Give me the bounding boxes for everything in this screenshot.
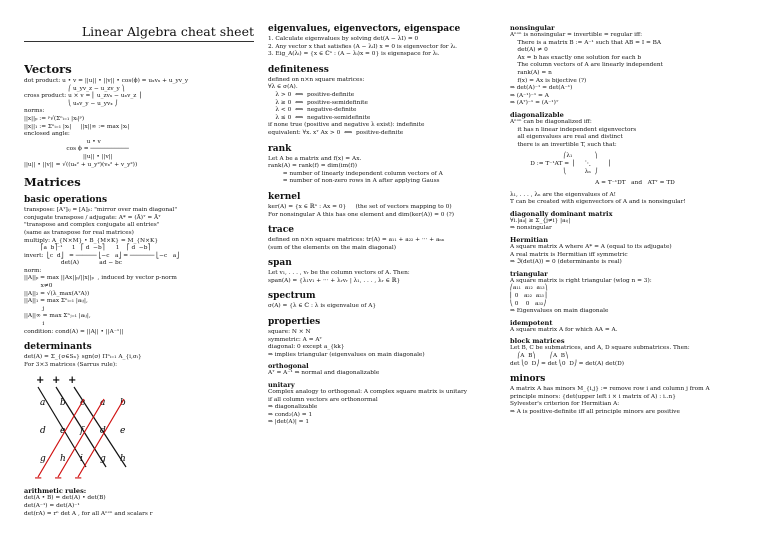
nonsing-line: ⇒ det(A)⁻¹ = det(A⁻¹) <box>510 85 573 92</box>
basic-line: "transpose and complex conjugate all entries" <box>24 222 160 229</box>
def-line: λ > 0 ⟺ positive-definite <box>268 91 355 98</box>
eigen-line: 2. Any vector x that satisfies (A − λᵢI) x = 0 is eigenvector for λᵢ. <box>268 43 458 50</box>
props-line: symmetric: A = Aᵀ <box>268 336 323 343</box>
definiteness-heading: definiteness <box>268 64 329 75</box>
nonsing-line: The column vectors of A are linearly independent <box>510 62 663 69</box>
sarrus-letter: b <box>120 398 126 409</box>
spectrum-heading: spectrum <box>268 291 316 302</box>
sarrus-letter: e <box>60 426 66 437</box>
vectors-line: enclosed angle: <box>24 131 70 138</box>
unitary-line: if all column vectors are orthonormal <box>268 396 378 403</box>
sarrus-letter: a <box>100 398 106 409</box>
basic-line: ||A||∞ = max Σⁿⱼ₌₁ |aᵢⱼ|, <box>24 313 91 320</box>
nonsing-line: There is a matrix B := A⁻¹ such that AB = I = BA <box>510 39 662 46</box>
vectors-line: ||u|| • ||v|| = √((uₓ² + u_y²)(vₓ² + v_y²)) <box>24 161 138 168</box>
unitary-line: ⇒ cond₂(A) = 1 <box>268 411 313 418</box>
def-line: equivalent: ∀x. xᵀ Ax > 0 ⟺ positive-definite <box>268 129 404 136</box>
matrices-heading: Matrices <box>24 175 81 190</box>
unitary-line: Complex analogy to orthogonal: A complex square matrix is unitary <box>268 389 467 396</box>
determinants-heading: determinants <box>24 342 92 353</box>
sarrus-minus-3: − <box>74 473 83 484</box>
span-heading: span <box>268 258 292 269</box>
diag-line: T can be created with eigenvectors of A and is nonsingular! <box>510 199 686 206</box>
diag-line: all eigenvalues are real and distinct <box>510 134 623 141</box>
diag-matrix-line: ⎝ λₙ ⎠ <box>510 168 598 175</box>
nonsing-line: Aⁿˣⁿ is nonsingular = invertible = regular iff: <box>510 32 643 38</box>
props-line: diagonal: 0 except a_{kk} <box>268 344 345 351</box>
kernel-heading: kernel <box>268 191 301 202</box>
sarrus-letter: h <box>60 454 66 465</box>
unitary-line: ⇒ |det(A)| = 1 <box>268 419 310 426</box>
def-line: defined on n×n square matrices: <box>268 76 365 83</box>
vectors-line: ||x||₁ := Σⁿᵢ₌₁ |xᵢ| ||x||∞ := max |xᵢ| <box>24 123 130 130</box>
basic-line: invert: ⎣c d⎦ = ────── ⎣−c a⎦ = ─────── ⎣−c a⎦ <box>24 252 180 259</box>
eigen-line: 1. Calculate eigenvalues by solving det(A − λI) = 0 <box>268 36 419 42</box>
basic-line: ||A||₁ = max Σⁿᵢ₌₁ |aᵢⱼ|, <box>24 298 88 305</box>
rank-heading: rank <box>268 143 292 154</box>
minors-line: A matrix A has minors M_{i,j} := remove row i and column j from A <box>510 386 710 393</box>
tri-line: ⎜ 0 a₂₂ a₂₃⎟ <box>510 293 547 300</box>
def-line: λ ≤ 0 ⟺ negative-semidefinite <box>268 114 371 121</box>
span-line: span(A) = {λ₁v₁ + ··· + λᵣvᵣ | λ₁, . . . , λᵣ ∈ ℝ} <box>268 277 401 284</box>
column-1 <box>24 0 254 543</box>
kernel-line: For nonsingular A this has one element and dim(ker(A)) = 0 (?) <box>268 211 454 218</box>
sarrus-negative-diagonals <box>38 399 124 477</box>
det-line: For 3×3 matrices (Sarrus rule): <box>24 361 118 368</box>
herm-line: A real matrix is Hermitian iff symmetric <box>510 251 628 258</box>
sheet-title: Linear Algebra cheat sheet <box>24 24 254 42</box>
nonsing-line: f(x) = Ax is bijective (?) <box>510 77 587 84</box>
basic-line: ||A||ₚ = max ||Ax||ₚ/||x||ₚ , induced by vector p-norm <box>24 275 177 282</box>
sarrus-letter: d <box>100 426 106 437</box>
arith-line: det(A⁻¹) = det(A)⁻¹ <box>24 503 80 509</box>
eigen-heading: eigenvalues, eigenvectors, eigenspace <box>268 24 461 34</box>
tri-line: ⎝ 0 0 a₃₃⎠ <box>510 300 547 307</box>
sarrus-letter: b <box>60 398 66 409</box>
herm-line: ⇒ ℑ(det(A)) = 0 (determinante is real) <box>510 259 622 266</box>
tri-line: ⇒ Eigenvalues on main diagonale <box>510 308 609 315</box>
block-line: ⎛A B⎞ ⎛A B⎞ <box>510 353 568 359</box>
idem-line: A square matrix A for which AA = A. <box>510 326 618 333</box>
tri-line: ⎛a₁₁ a₁₂ a₁₃⎞ <box>510 285 548 292</box>
basic-operations-section <box>24 207 254 336</box>
vectors-line: cross product: u × v = ⎜ u_zvₓ − uₓv_z ⎟ <box>24 93 142 100</box>
basic-line: condition: cond(A) = ||A|| • ||A⁻¹|| <box>24 328 124 335</box>
minors-line: principle minors: {det(upper left i × i matrix of A) : i..n} <box>510 393 676 400</box>
minors-line: Sylvester's criterion for Hermitian A: <box>510 401 620 408</box>
basic-line: det(A) ad − bc <box>24 260 122 267</box>
basic-line: transpose: [Aᵀ]ᵢⱼ = [A]ⱼᵢ: "mirror over main diagonal" <box>24 207 178 214</box>
vectors-line: cos ϕ = ─────────── <box>24 146 129 153</box>
rank-line: = number of non-zero rows in A after applying Gauss <box>268 178 440 185</box>
diag-line: it has n linear independent eigenvectors <box>510 126 637 133</box>
spectrum-line: σ(A) = {λ ∈ ℂ : λ is eigenvalue of A} <box>268 303 377 310</box>
basic-line: j <box>24 305 45 312</box>
sarrus-letter: e <box>120 426 126 437</box>
nonsing-line: ⇒ (A⁻¹)⁻¹ = A <box>510 92 549 99</box>
det-line: det(A) = Σ_{σ∈Sₙ} sgn(σ) Πⁿᵢ₌₁ A_{i,σᵢ} <box>24 354 142 361</box>
basic-line: conjugate transpose / adjugate: A* = (Ā)ᵀ = Āᵀ <box>24 214 161 221</box>
sarrus-letter: c <box>80 398 86 409</box>
block-line: det ⎝0 D⎠ = det ⎝0 D⎠ = det(A) det(D) <box>510 360 625 367</box>
hermitian-heading: Hermitian <box>510 236 548 245</box>
def-line: if none true (positive and negative λ exist): indefinite <box>268 122 425 129</box>
vectors-line: ⎛ u_yv_z − u_zv_y ⎞ <box>24 85 125 92</box>
sarrus-letter: i <box>80 454 83 465</box>
properties-heading: properties <box>268 317 321 328</box>
vectors-line: ||u|| • ||v|| <box>24 153 113 160</box>
trace-line: defined on n×n square matrices: tr(A) = a₁₁ + a₂₂ + ··· + aₙₙ <box>268 237 445 244</box>
props-line: square: N × N <box>268 329 311 336</box>
column-2 <box>268 0 500 543</box>
nonsingular-heading: nonsingular <box>510 24 555 32</box>
diag-matrix-line: D := T⁻¹AT = ⎜ ⋱ ⎟ <box>510 160 611 167</box>
basic-line: norm: <box>24 267 42 274</box>
sarrus-letter: g <box>100 454 106 465</box>
basic-line: x≠0 <box>24 283 53 290</box>
orth-line: Aᵀ = A⁻¹ ⇒ normal and diagonalizable <box>268 370 380 377</box>
kernel-line: ker(A) = {x ∈ ℝⁿ : Ax = 0} (the set of vectors mapping to 0) <box>268 203 452 210</box>
sarrus-plus-3: + <box>68 375 77 387</box>
span-line: Let v₁, . . . , vᵣ be the column vectors of A. Then: <box>268 270 410 277</box>
basic-line: ⎡a b⎤⁻¹ 1 ⎡ d −b⎤ 1 ⎡ d −b⎤ <box>24 245 151 252</box>
sarrus-letter: f <box>80 426 84 437</box>
nonsing-line: ⇒ (Aᵀ)⁻¹ = (A⁻¹)ᵀ <box>510 100 559 107</box>
diagonalizable-heading: diagonalizable <box>510 110 564 119</box>
rank-line: = number of linearly independent column vectors of A <box>268 170 443 177</box>
def-line: ∀λ ∈ σ(A). <box>268 84 298 91</box>
column-3 <box>510 0 760 543</box>
rank-line: Let A be a matrix and f(x) = Ax. <box>268 155 362 162</box>
diag-matrix-line: ⎛λ₁ ⎞ <box>510 153 598 160</box>
triangular-heading: triangular <box>510 269 548 278</box>
sarrus-letter: h <box>120 454 126 465</box>
block-line: Let B, C be submatrices, and A, D square submatrices. Then: <box>510 345 690 352</box>
nonsing-line: Ax = b has exactly one solution for each b <box>510 54 642 61</box>
def-line: λ < 0 ⟺ negative-definite <box>268 107 357 114</box>
minors-line: ⇒ A is positive-definite iff all principle minors are positive <box>510 408 680 415</box>
idempotent-heading: idempotent <box>510 318 553 327</box>
diagonally-dominant-heading: diagonally dominant matrix <box>510 209 613 218</box>
sarrus-plus-1: + <box>36 375 45 387</box>
nonsing-line: det(A) ≠ 0 <box>510 47 548 54</box>
sarrus-letter: g <box>40 454 46 465</box>
sarrus-letter: a <box>40 398 46 409</box>
arithmetic-rules-heading: arithmetic rules: <box>24 487 87 496</box>
nonsing-line: rank(A) = n <box>510 69 552 76</box>
ddom-line: ∀i.|aᵢᵢ| ≥ Σ_{j≠i} |aᵢⱼ| <box>510 217 571 224</box>
arith-line: det(A • B) = det(A) • det(B) <box>24 495 106 502</box>
ddom-line: ⇒ nonsingular <box>510 225 552 232</box>
vectors-line: ||x||ₚ := ᵖ√(Σⁿᵢ₌₁ |xᵢ|ᵖ) <box>24 115 85 122</box>
sarrus-minus-1: − <box>34 473 43 484</box>
tri-line: A square matrix is right triangular (wlog n = 3): <box>510 277 652 284</box>
block-matrices-heading: block matrices <box>510 337 565 346</box>
unitary-heading: unitary <box>268 381 295 390</box>
vectors-line: u • v <box>24 138 101 145</box>
trace-heading: trace <box>268 225 294 236</box>
vectors-line: norms: <box>24 108 45 115</box>
props-line: ⇒ implies triangular (eigenvalues on main diagonale) <box>268 351 425 358</box>
arith-line: det(rA) = rⁿ det A , for all Aⁿˣⁿ and scalars r <box>24 510 153 517</box>
vectors-heading: Vectors <box>24 62 72 76</box>
basic-line: ||A||₂ = √(λ_max(AᵀA)) <box>24 290 90 297</box>
vectors-line: dot product: u • v = ||u|| • ||v|| • cos(ϕ) = uₓvₓ + u_yv_y <box>24 78 189 84</box>
diag-line: λ₁, . . . , λₙ are the eigenvalues of A! <box>510 191 617 198</box>
rank-line: rank(A) = rank(f) = dim(im(f)) <box>268 163 358 170</box>
sarrus-rule-diagram <box>30 373 150 483</box>
unitary-line: ⇒ diagonalizable <box>268 404 318 411</box>
diag-line: Aⁿˣⁿ can be diagonalized iff: <box>510 118 592 125</box>
basic-operations-heading: basic operations <box>24 195 108 206</box>
vectors-section <box>24 78 254 169</box>
diag-line: there is an invertible T, such that: <box>510 141 617 148</box>
sarrus-minus-2: − <box>54 473 63 484</box>
basic-line: multiply: A_{N×M} • B_{M×K} = M_{N×K} <box>24 237 159 244</box>
sarrus-plus-2: + <box>52 375 61 387</box>
basic-line: i <box>24 321 45 328</box>
herm-line: A square matrix A where A* = A (equal to its adjugate) <box>510 244 672 251</box>
def-line: λ ≥ 0 ⟺ positive-semidefinite <box>268 99 368 106</box>
orthogonal-heading: orthogonal <box>268 362 309 371</box>
vectors-line: ⎝ uₓv_y − u_yvₓ ⎠ <box>24 100 118 107</box>
diag-equation: A = T⁻¹DT and ATᵀ = TD <box>595 180 675 187</box>
eigen-line: 3. Eig_A(λᵢ) = {x ∈ ℂⁿ : (A − λᵢ)x = 0} is eigenspace for λᵢ. <box>268 51 440 58</box>
basic-line: (same as transpose for real matrices) <box>24 229 134 236</box>
minors-heading: minors <box>510 374 546 385</box>
sarrus-letter: d <box>40 426 46 437</box>
trace-line: (sum of the elements on the main diagonal) <box>268 244 396 251</box>
